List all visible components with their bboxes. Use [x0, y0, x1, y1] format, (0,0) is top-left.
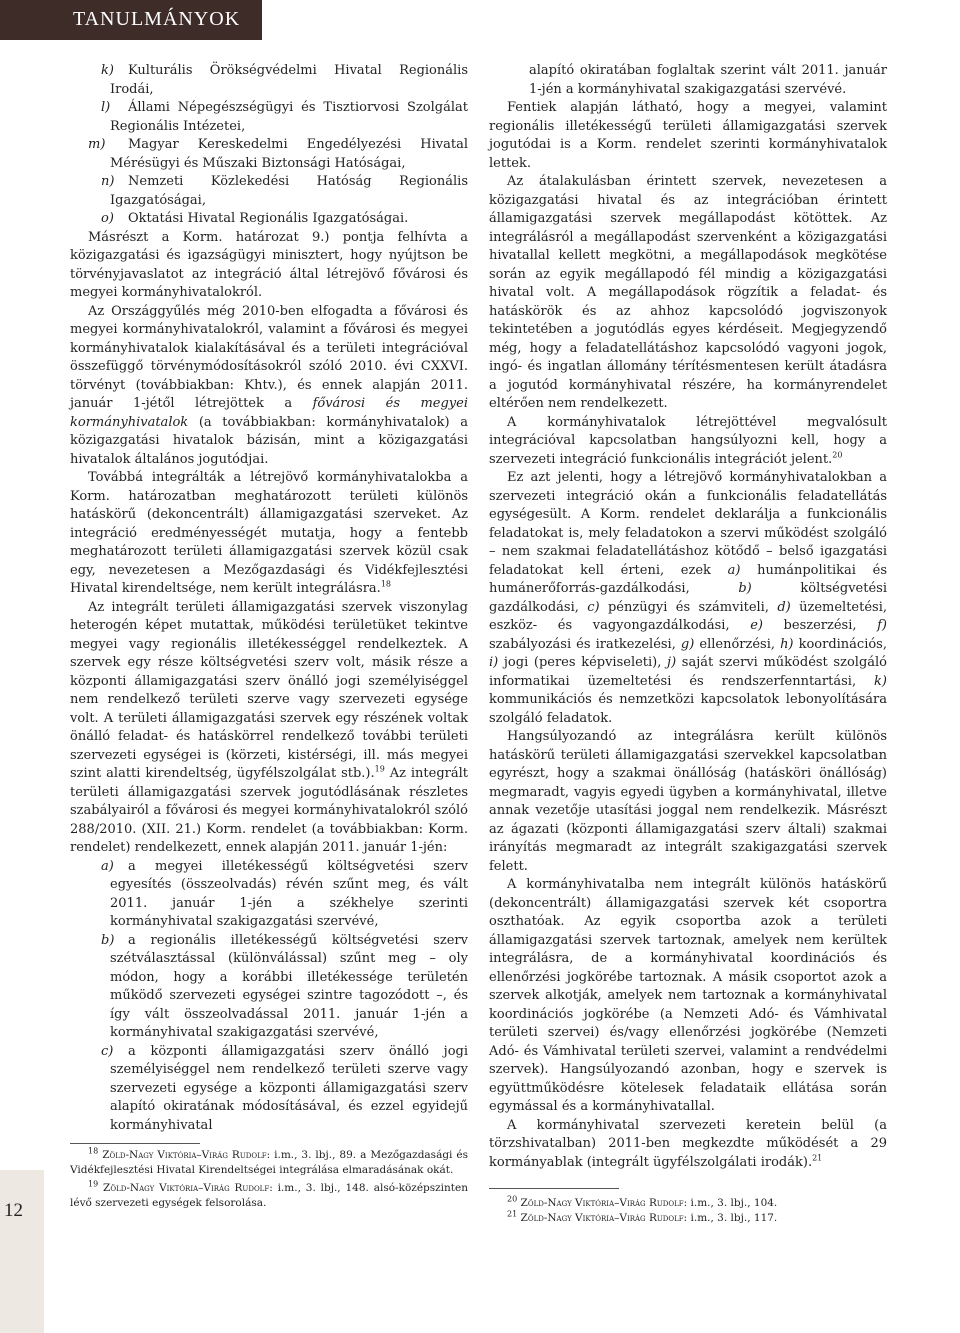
page-number: 12: [4, 1200, 23, 1221]
inline-list-label: b): [738, 581, 752, 596]
footnote-divider: [70, 1143, 200, 1144]
footnotes-left: [70, 1148, 468, 1211]
inline-list-text: humánpolitikai és humánerőforrás-gazdálkodási,: [489, 562, 887, 596]
list-item: l) Állami Népegészségügyi és Tisztiorvosi Szolgálat Regionális Intézetei,: [101, 100, 468, 134]
paragraph: Továbbá integrálták a létrejövő kormányhivatalokba a Korm. határozatban meghatározott területi különös hatáskörű (dekoncentrált) államigazgatási szerveket. Az integráció eredményességét mutatja, hogy a fentebb meghatározott területi államigazgatási szervek közül csak egy, nevezetesen a Mezőgazdasági és Vidékfejlesztési Hivatal kirendeltsége, nem került integrálásra.$^{18}$: [70, 470, 468, 596]
left-column: [70, 62, 468, 1135]
inline-list-text: saját szervi működést szolgáló informatikai üzemeltetési és rendszerfenntartási,: [489, 655, 887, 689]
list-item: b) a regionális illetékességű költségvetési szerv szétválasztással (különválással) szűnt meg – oly módon, hogy a korábbi illetékessége területén működő szervezeti egységei szintre tagozódott –, és így vált összeolvadással 2011. január 1-jén a kormányhivatal szakigazgatási szervévé,: [101, 932, 468, 1040]
page-number-tab: [0, 1170, 44, 1333]
paragraph: A kormányhivatalba nem integrált különös hatáskörű (dekoncentrált) államigazgatási szervek két csoportra oszthatóak. Az egyik csoportba azok a területi államigazgatási szervek tartoznak, amelyek nem kerültek integrálásra, de a kormányhivatal koordinációs és ellenőrzési jogkörébe tartoznak. A másik csoportot azok a szervek alkotják, amelyek nem tartoznak a kormányhivatal koordinációs jogkörébe (a Nemzeti Adó- és Vámhivatal területi szervei) és/vagy ellenőrzési jogkörébe (Nemzeti Adó- és Vámhivatal területi szervei, valamint a rendvédelmi szervek). Hangsúlyozandó azonban, hogy e szervek is együttműködésre kötelesek feladataik ellátása során egymással és a kormányhivatallal.: [489, 877, 887, 1114]
inline-list-text: ellenőrzési,: [694, 636, 781, 652]
inline-list-label: a): [727, 562, 741, 578]
section-header: [0, 0, 262, 40]
list-item: n) Nemzeti Közlekedési Hatóság Regionális Igazgatóságai,: [101, 174, 468, 208]
footnote: $^{20}$ Zöld-Nagy Viktória–Virág Rudolf: i.m., 3. lbj., 104.: [507, 1194, 778, 1209]
inline-list-label: d): [777, 599, 791, 615]
footnote-divider: [489, 1188, 619, 1189]
list-item: a) a megyei illetékességű költségvetési szerv egyesítés (összeolvadás) révén szűnt meg, és vált 2011. január 1-jén a székhelye szerinti kormányhivatal szakigazgatási szervévé,: [101, 858, 468, 929]
right-column: [489, 62, 887, 1172]
inline-list-text: üzemeltetési, eszköz- és vagyongazdálkodási,: [489, 599, 888, 633]
inline-list-text: szabályozási és iratkezelési,: [489, 636, 681, 652]
paragraph: A kormányhivatal szervezeti keretein belül (a törzshivatalban) 2011-ben megkezdte működését a 29 kormányablak (integrált ügyfélszolgálati irodák).$^{21}$: [489, 1117, 887, 1170]
paragraph: Másrészt a Korm. határozat 9.) pontja felhívta a közigazgatási és igazságügyi minisztert, hogy nyújtson be törvényjavaslatot az integráció által létrejövő fővárosi és megyei kormányhivatalokról.: [70, 229, 468, 300]
footnote-ref: 18: [380, 579, 392, 589]
paragraph: Ez azt jelenti, hogy a létrejövő kormányhivatalokban a szervezeti integráció okán a funkcionális feladatellátás egységesült. A Korm. rendelet deklarálja a funkcionális feladatokat is, mely feladatokon a szervi működést szolgáló – nem szakmai feladatellátáshoz kötődő – belső igazgatási feladatokat kell érteni, ezek a) humánpolitikai és humánerőforrás-gazdálkodási, b) költségvetési gazdálkodási, c) pénzügyi és számviteli, d) üzemeltetési, eszköz- és vagyongazdálkodási, e) beszerzési, f) szabályozási és iratkezelési, g) ellenőrzési, h) koordinációs, i) jogi (peres képviseleti), j) saját szervi működést szolgáló informatikai üzemeltetési és rendszerfenntartási, k) kommunikációs és nemzetközi kapcsolatok lebonyolítására szolgáló feladatok.: [489, 470, 888, 726]
paragraph: Az Országgyűlés még 2010-ben elfogadta a fővárosi és megyei kormányhivatalokról, valamint a fővárosi és megyei kormányhivatalok kialakításával és a területi integrációval összefüggő törvénymódosításokról szóló 2010. évi CXXVI. törvényt (továbbiakban: Khtv.), és ennek alapján 2011. január 1-jétől létrejöttek a fővárosi és megyei kormányhivatalok (a továbbiakban: kormányhivatalok) a közigazgatási hivatalok bázisán, mint a közigazgatási hivatalok általános jogutódjai.: [70, 303, 468, 467]
paragraph: Fentiek alapján látható, hogy a megyei, valamint regionális illetékességű területi államigazgatási szervek jogutódai is a Korm. rendelet szerinti kormányhivatalok lettek.: [489, 100, 887, 171]
inline-list-label: g): [680, 636, 695, 652]
inline-list-text: pénzügyi és számviteli,: [599, 599, 778, 615]
footnotes-right: [489, 1196, 887, 1226]
paragraph: Hangsúlyozandó az integrálásra került különös hatáskörű területi államigazgatási szervekkel kapcsolatban egyrészt, hogy a szakmai önállóság (hatásköri önállóság) megmaradt, vagyis egyedi ügyben a kormányhivatal, illetve annak vezetője utasítási joggal nem rendelkezik. Másrészt az ágazati (központi államigazgatási szerv általi) szakmai irányítás megmaradt az integrált szakigazgatási szervek felett.: [489, 729, 887, 874]
footnote: $^{18}$ Zöld-Nagy Viktória–Virág Rudolf: i.m., 3. lbj., 89. a Mezőgazdasági és Vidékfejlesztési Hivatal Kirendeltségei integrálása elmaradásának okát.: [70, 1146, 468, 1176]
inline-list-text: jogi (peres képviseleti),: [498, 655, 668, 670]
inline-list-text: költségvetési gazdálkodási,: [489, 581, 887, 615]
footnote: $^{21}$ Zöld-Nagy Viktória–Virág Rudolf: i.m., 3. lbj., 117.: [507, 1209, 778, 1224]
list-item: c) a központi államigazgatási szerv önálló jogi személyiséggel nem rendelkező területi szerve vagy szervezeti egysége a központi államigazgatási szerv alapító okiratának módosításával, és ezzel egyidejű kormányhivatal: [101, 1043, 468, 1133]
inline-list-label: e): [750, 618, 763, 633]
paragraph: A kormányhivatalok létrejöttével megvalósult integrációval kapcsolatban hangsúlyozni kell, hogy a szervezeti integráció funkcionális integrációt jelent.$^{20}$: [489, 414, 887, 467]
paragraph: Az integrált területi államigazgatási szervek viszonylag heterogén képet mutattak, működési területüket tekintve megyei vagy regionális illetékességgel rendelkeztek. A szervek egy része költségvetési szerv volt, másik része a központi államigazgatási szerv önálló jogi személyiséggel nem rendelkező területi szerve vagy szervezeti egysége volt. A területi államigazgatási szervek egy részének voltak önálló feladat- és hatáskörrel rendelkező további területi szervezeti egységei is (körzeti, kistérségi, ill. más megyei szint alatti kirendeltség, ügyfélszolgálat stb.).$^{19}$ Az integrált területi államigazgatási szervek jogutódlásának részletes szabályairól a fővárosi és megyei kormányhivatalokról szóló 288/2010. (XII. 21.) Korm. rendelet (a továbbiakban: Korm. rendelet) rendelkezett, ennek alapján 2011. január 1-jén:: [70, 599, 468, 855]
inline-list-label: c): [587, 599, 600, 615]
footnote: $^{19}$ Zöld-Nagy Viktória–Virág Rudolf: i.m., 3. lbj., 148. alsó-középszinten lévő szervezeti egységek felsorolása.: [70, 1179, 468, 1209]
footnote-ref: 19: [374, 764, 385, 774]
section-title: TANULMÁNYOK: [73, 8, 241, 30]
inline-list-text: kommunikációs és nemzetközi kapcsolatok lebonyolítására szolgáló feladatok.: [489, 692, 887, 726]
inline-list-text: koordinációs,: [793, 636, 887, 652]
inline-list-label: j): [667, 655, 677, 670]
list-item: k) Kulturális Örökségvédelmi Hivatal Regionális Irodái,: [101, 63, 468, 97]
inline-list-label: i): [489, 655, 499, 670]
inline-list-label: k): [874, 673, 887, 689]
list-item: o) Oktatási Hivatal Regionális Igazgatóságai.: [101, 211, 409, 226]
footnote-ref: 21: [812, 1153, 823, 1163]
inline-list-label: f): [877, 618, 887, 633]
inline-list-text: beszerzési,: [762, 618, 878, 633]
list-item: m) Magyar Kereskedelmi Engedélyezési Hivatal Mérésügyi és Műszaki Biztonsági Hatóságai,: [88, 137, 468, 171]
footnote-ref: 20: [832, 450, 843, 460]
paragraph: alapító okiratában foglaltak szerint vált 2011. január 1-jén a kormányhivatal szakigazgatási szervévé.: [529, 63, 887, 97]
paragraph: Az átalakulásban érintett szervek, nevezetesen a közigazgatási hivatal és az integrációban érintett államigazgatási szervek megállapodást kötöttek. Az integrálásról a megállapodást szervenként a közigazgatási hivatallal kellett megkötni, a megállapodások megkötése során az egyik megállapodó fél mindig a közigazgatási hivatal volt. A megállapodások rögzítik a feladat- és hatáskörök és az ahhoz kapcsolódó jogviszonyok tekintetében a jogutódlás egyes kérdéseit. Megjegyzendő még, hogy a feladatellátáshoz kapcsolódó vagyoni jogok, ingó- és ingatlan állomány térítésmentesen került átadásra a jogutód kormányhivatal részére, ha kormányrendelet eltérően nem rendelkezett.: [489, 174, 887, 411]
inline-list-label: h): [780, 636, 794, 652]
